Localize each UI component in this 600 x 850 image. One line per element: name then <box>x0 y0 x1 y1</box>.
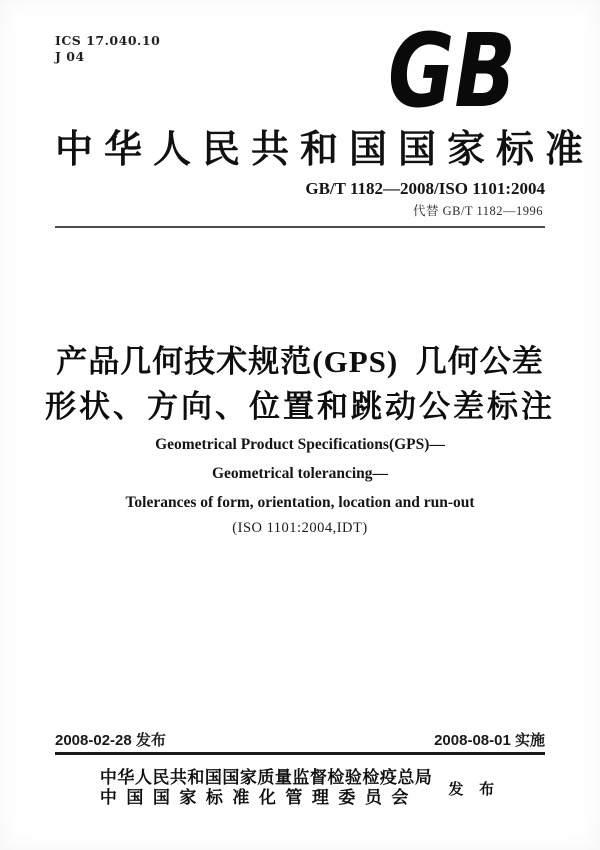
title-en <box>0 430 600 517</box>
gb-logo <box>388 12 516 131</box>
publisher-block <box>0 768 600 808</box>
footer-divider-line <box>55 752 545 755</box>
publish-label: 发 布 <box>448 781 501 798</box>
title-cn-line1: 产品几何技术规范(GPS) 几何公差 <box>56 344 544 379</box>
publisher-line1: 中华人民共和国国家质量监督检验检疫总局 <box>99 768 433 787</box>
date-row <box>55 729 545 750</box>
standard-number: GB/T 1182—2008/ISO 1101:2004 <box>305 179 545 198</box>
national-standard-banner: 中华人民共和国国家标准 <box>55 129 595 171</box>
gb-logo-text: GB <box>388 12 516 131</box>
implement-date: 2008-08-01 实施 <box>434 732 545 749</box>
ics-block <box>55 33 160 65</box>
title-en-line2: Geometrical tolerancing— <box>211 465 389 482</box>
title-en-line3: Tolerances of form, orientation, location and run-out <box>125 494 475 511</box>
replaces-note: 代替 GB/T 1182—1996 <box>412 204 543 218</box>
issue-date: 2008-02-28 发布 <box>55 732 166 749</box>
gb-logo-graphic <box>388 12 516 131</box>
ics-class-code: J 04 <box>55 49 85 64</box>
header-divider-line <box>55 226 545 228</box>
publisher-names <box>100 768 433 808</box>
ics-code: ICS 17.040.10 <box>55 33 161 48</box>
title-en-line1: Geometrical Product Specifications(GPS)— <box>155 436 445 453</box>
publisher-line2: 中国国家标准化管理委员会 <box>99 788 418 807</box>
title-cn-line2: 形状、方向、位置和跳动公差标注 <box>45 389 555 424</box>
iso-equivalence-note: (ISO 1101:2004,IDT) <box>232 520 368 536</box>
